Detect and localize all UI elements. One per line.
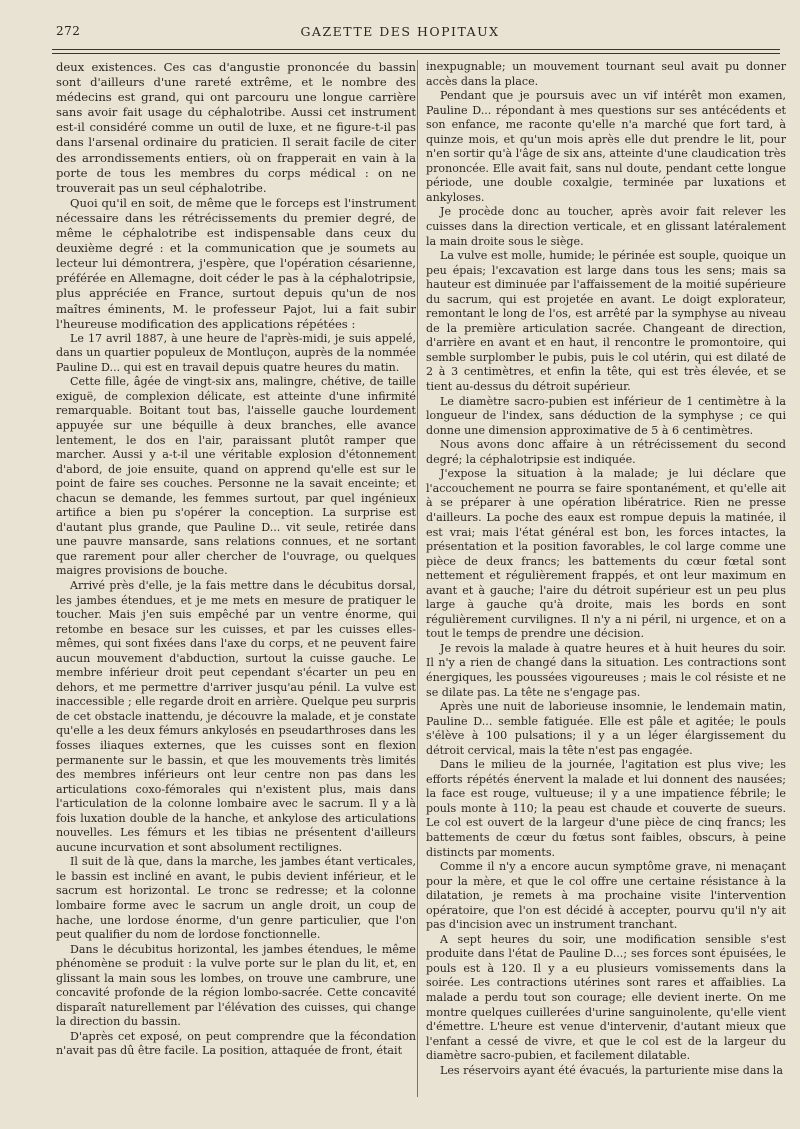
paragraph: D'après cet exposé, on peut comprendre que la fécondation n'avait pas dû être facile. La position, attaquée de front, était [56, 1029, 416, 1058]
paragraph: A sept heures du soir, une modification sensible s'est produite dans l'état de Pauline D...; ses forces sont épuisées, le pouls est à 120. Il y a eu plusieurs vomissements dans la soirée. Les contractions utérines sont rares et affaiblies. La malade a perdu tout son courage; elle devient inerte. On me montre quelques cuillerées d'urine sanguinolente, qu'elle vient d'émettre. L'heure est venue d'intervenir, d'autant mieux que l'enfant a cessé de vivre, et que le col est de la largeur du diamètre sacro-pubien, et facilement dilatable. [426, 932, 786, 1063]
paragraph: inexpugnable; un mouvement tournant seul avait pu donner accès dans la place. [426, 60, 786, 88]
paragraph: J'expose la situation à la malade; je lui déclare que l'accouchement ne pourra se faire spontanément, et qu'elle ait à se préparer à une opération libératrice. Rien ne presse d'ailleurs. La poche des eaux est rompue depuis la matinée, il est vrai; mais l'état général est bon, les forces intactes, la présentation et la position favorables, le col large comme une pièce de deux francs; les battements du cœur fœtal sont nettement et régulièrement frappés, et ont leur maximum en avant et à gauche; l'aire du détroit supérieur est un peu plus large à gauche qu'à droite, mais les bords en sont régulièrement curvilignes. Il n'y a ni péril, ni urgence, et on a tout le temps de prendre une décision. [426, 467, 786, 641]
paragraph: deux existences. Ces cas d'angustie prononcée du bassin sont d'ailleurs d'une rareté extrême, et le nombre des médecins est grand, qui ont parcouru une longue carrière sans avoir fait usage du céphalotribe. Aussi cet instrument est-il considéré comme un outil de luxe, et ne figure-t-il pas dans l'arsenal ordinaire du praticien. Il serait facile de citer des arrondissements entiers, où on frapperait en vain à la porte de tous les membres du corps médical : on ne trouverait pas un seul céphalotribe. [56, 60, 416, 195]
paragraph: Nous avons donc affaire à un rétrécissement du second degré; la céphalotripsie est indiquée. [426, 438, 786, 466]
paragraph: Dans le décubitus horizontal, les jambes étendues, le même phénomène se produit : la vulve porte sur le plan du lit, et, en glissant la main sous les lombes, on trouve une cambrure, une concavité profonde de la région lombo-sacrée. Cette concavité disparaît naturellement par l'élévation des cuisses, qui change la direction du bassin. [56, 942, 416, 1029]
paragraph: Il suit de là que, dans la marche, les jambes étant verticales, le bassin est incliné en avant, le pubis devient inférieur, et le sacrum est horizontal. Le tronc se redresse; et la colonne lombaire forme avec le sacrum un angle droit, un coup de hache, une lordose énorme, d'un genre particulier, que l'on peut qualifier du nom de lordose fonctionnelle. [56, 855, 416, 942]
paragraph: Cette fille, âgée de vingt-six ans, malingre, chétive, de taille exiguë, de complexion délicate, est atteinte d'une infirmité remarquable. Boitant tout bas, l'aisselle gauche lourdement appuyée sur une béquille à deux branches, elle avance lentement, le dos en l'air, paraissant plutôt ramper que marcher. Aussi y a-t-il une véritable explosion d'étonnement d'abord, de joie ensuite, quand on apprend qu'elle est sur le point de faire ses couches. Personne ne la savait enceinte; et chacun se demande, les femmes surtout, par quel ingénieux artifice a bien pu s'opérer la conception. La surprise est d'autant plus grande, que Pauline D... vit seule, retirée dans une pauvre mansarde, sans relations connues, et ne sortant que rarement pour aller chercher de l'ouvrage, ou quelques maigres provisions de bouche. [56, 375, 416, 578]
header-rule [52, 49, 780, 50]
paragraph: Comme il n'y a encore aucun symptôme grave, ni menaçant pour la mère, et que le col offre une certaine résistance à la dilatation, je remets à ma prochaine visite l'intervention opératoire, que l'on est décidé à accepter, pourvu qu'il n'y ait pas d'incision avec un instrument tranchant. [426, 860, 786, 932]
paragraph: Je revois la malade à quatre heures et à huit heures du soir. Il n'y a rien de changé dans la situation. Les contractions sont énergiques, les poussées vigoureuses ; mais le col résiste et ne se dilate pas. La tête ne s'engage pas. [426, 641, 786, 699]
right-column [426, 60, 786, 1078]
paragraph: Le diamètre sacro-pubien est inférieur de 1 centimètre à la longueur de l'index, sans déduction de la symphyse ; ce qui donne une dimension approximative de 5 à 6 centimètres. [426, 394, 786, 437]
paragraph: Les réservoirs ayant été évacués, la parturiente mise dans la [440, 1063, 783, 1077]
paragraph: La vulve est molle, humide; le périnée est souple, quoique un peu épais; l'excavation est large dans tous les sens; mais sa hauteur est diminuée par l'affaissement de la moitié supérieure du sacrum, qui est projetée en avant. Le doigt explorateur, remontant le long de l'os, est arrêté par la symphyse au niveau de la première articulation sacrée. Changeant de direction, d'arrière en avant et en haut, il rencontre le promontoire, qui semble surplomber le pubis, puis le col utérin, qui est dilaté de 2 à 3 centimètres, et enfin la tête, qui est très élevée, et se tient au-dessus du détroit supérieur. [426, 249, 786, 394]
header-rule [52, 53, 780, 54]
paragraph: Le 17 avril 1887, à une heure de l'après-midi, je suis appelé, dans un quartier populeux de Montluçon, auprès de la nommée Pauline D... qui est en travail depuis quatre heures du matin. [56, 331, 416, 374]
paragraph: Pendant que je poursuis avec un vif intérêt mon examen, Pauline D... répondant à mes questions sur ses antécédents et son enfance, me raconte qu'elle n'a marché que fort tard, à quinze mois, et qu'un mois après elle dut prendre le lit, pour n'en sortir qu'à l'âge de six ans, atteinte d'une claudication très prononcée. Elle avait fait, sans nul doute, pendant cette longue période, une double coxalgie, terminée par luxations et ankyloses. [426, 89, 786, 204]
paragraph: Je procède donc au toucher, après avoir fait relever les cuisses dans la direction verticale, et en glissant latéralement la main droite sous le siège. [426, 205, 786, 248]
column-divider [417, 60, 418, 1097]
page-number: 272 [56, 24, 81, 38]
paragraph: Après une nuit de laborieuse insomnie, le lendemain matin, Pauline D... semble fatiguée. Elle est pâle et agitée; le pouls s'élève à 100 pulsations; il y a un léger élargissement du détroit cervical, mais la tête n'est pas engagée. [426, 700, 786, 757]
left-column [56, 60, 416, 1059]
paragraph: Arrivé près d'elle, je la fais mettre dans le décubitus dorsal, les jambes étendues, et je me mets en mesure de pratiquer le toucher. Mais j'en suis empêché par un ventre énorme, qui retombe en besace sur les cuisses, et par les cuisses elles-mêmes, qui sont fixées dans l'axe du corps, et ne peuvent faire aucun mouvement d'abduction, surtout la cuisse gauche. Le membre inférieur droit peut cependant s'écarter un peu en dehors, et me permettre d'arriver jusqu'au pénil. La vulve est inaccessible ; elle regarde droit en arrière. Quelque peu surpris de cet obstacle inattendu, je découvre la malade, et je constate qu'elle a les deux fémurs ankylosés en pseudarthroses dans les fosses iliaques externes, que les cuisses sont en flexion permanente sur le bassin, et que les mouvements très limités des membres inférieurs ont leur centre non pas dans les articulations coxo-fémorales qui n'existent plus, mais dans l'articulation de la colonne lombaire avec le sacrum. Il y a là fois luxation double de la hanche, et ankylose des articulations nouvelles. Les fémurs et les tibias ne présentent d'ailleurs aucune incurvation et sont absolument rectilignes. [56, 578, 416, 854]
running-title: GAZETTE DES HOPITAUX [300, 24, 500, 39]
paragraph: Dans le milieu de la journée, l'agitation est plus vive; les efforts répétés énervent la malade et lui donnent des nausées; la face est rouge, vultueuse; il y a une impatience fébrile; le pouls monte à 110; la peau est chaude et couverte de sueurs. Le col est ouvert de la largeur d'une pièce de cinq francs; les battements de cœur du fœtus sont faibles, obscurs, à peine distincts par moments. [426, 758, 786, 859]
paragraph: Quoi qu'il en soit, de même que le forceps est l'instrument nécessaire dans les rétrécissements du premier degré, de même le céphalotribe est indispensable dans ceux du deuxième degré : et la communication que je soumets au lecteur lui démontrera, j'espère, que l'opération césarienne, préférée en Allemagne, doit céder le pas à la céphalotripsie, plus appréciée en France, surtout depuis qu'un de nos maîtres éminents, M. le professeur Pajot, lui a fait subir l'heureuse modification des applications répétées : [56, 195, 416, 331]
